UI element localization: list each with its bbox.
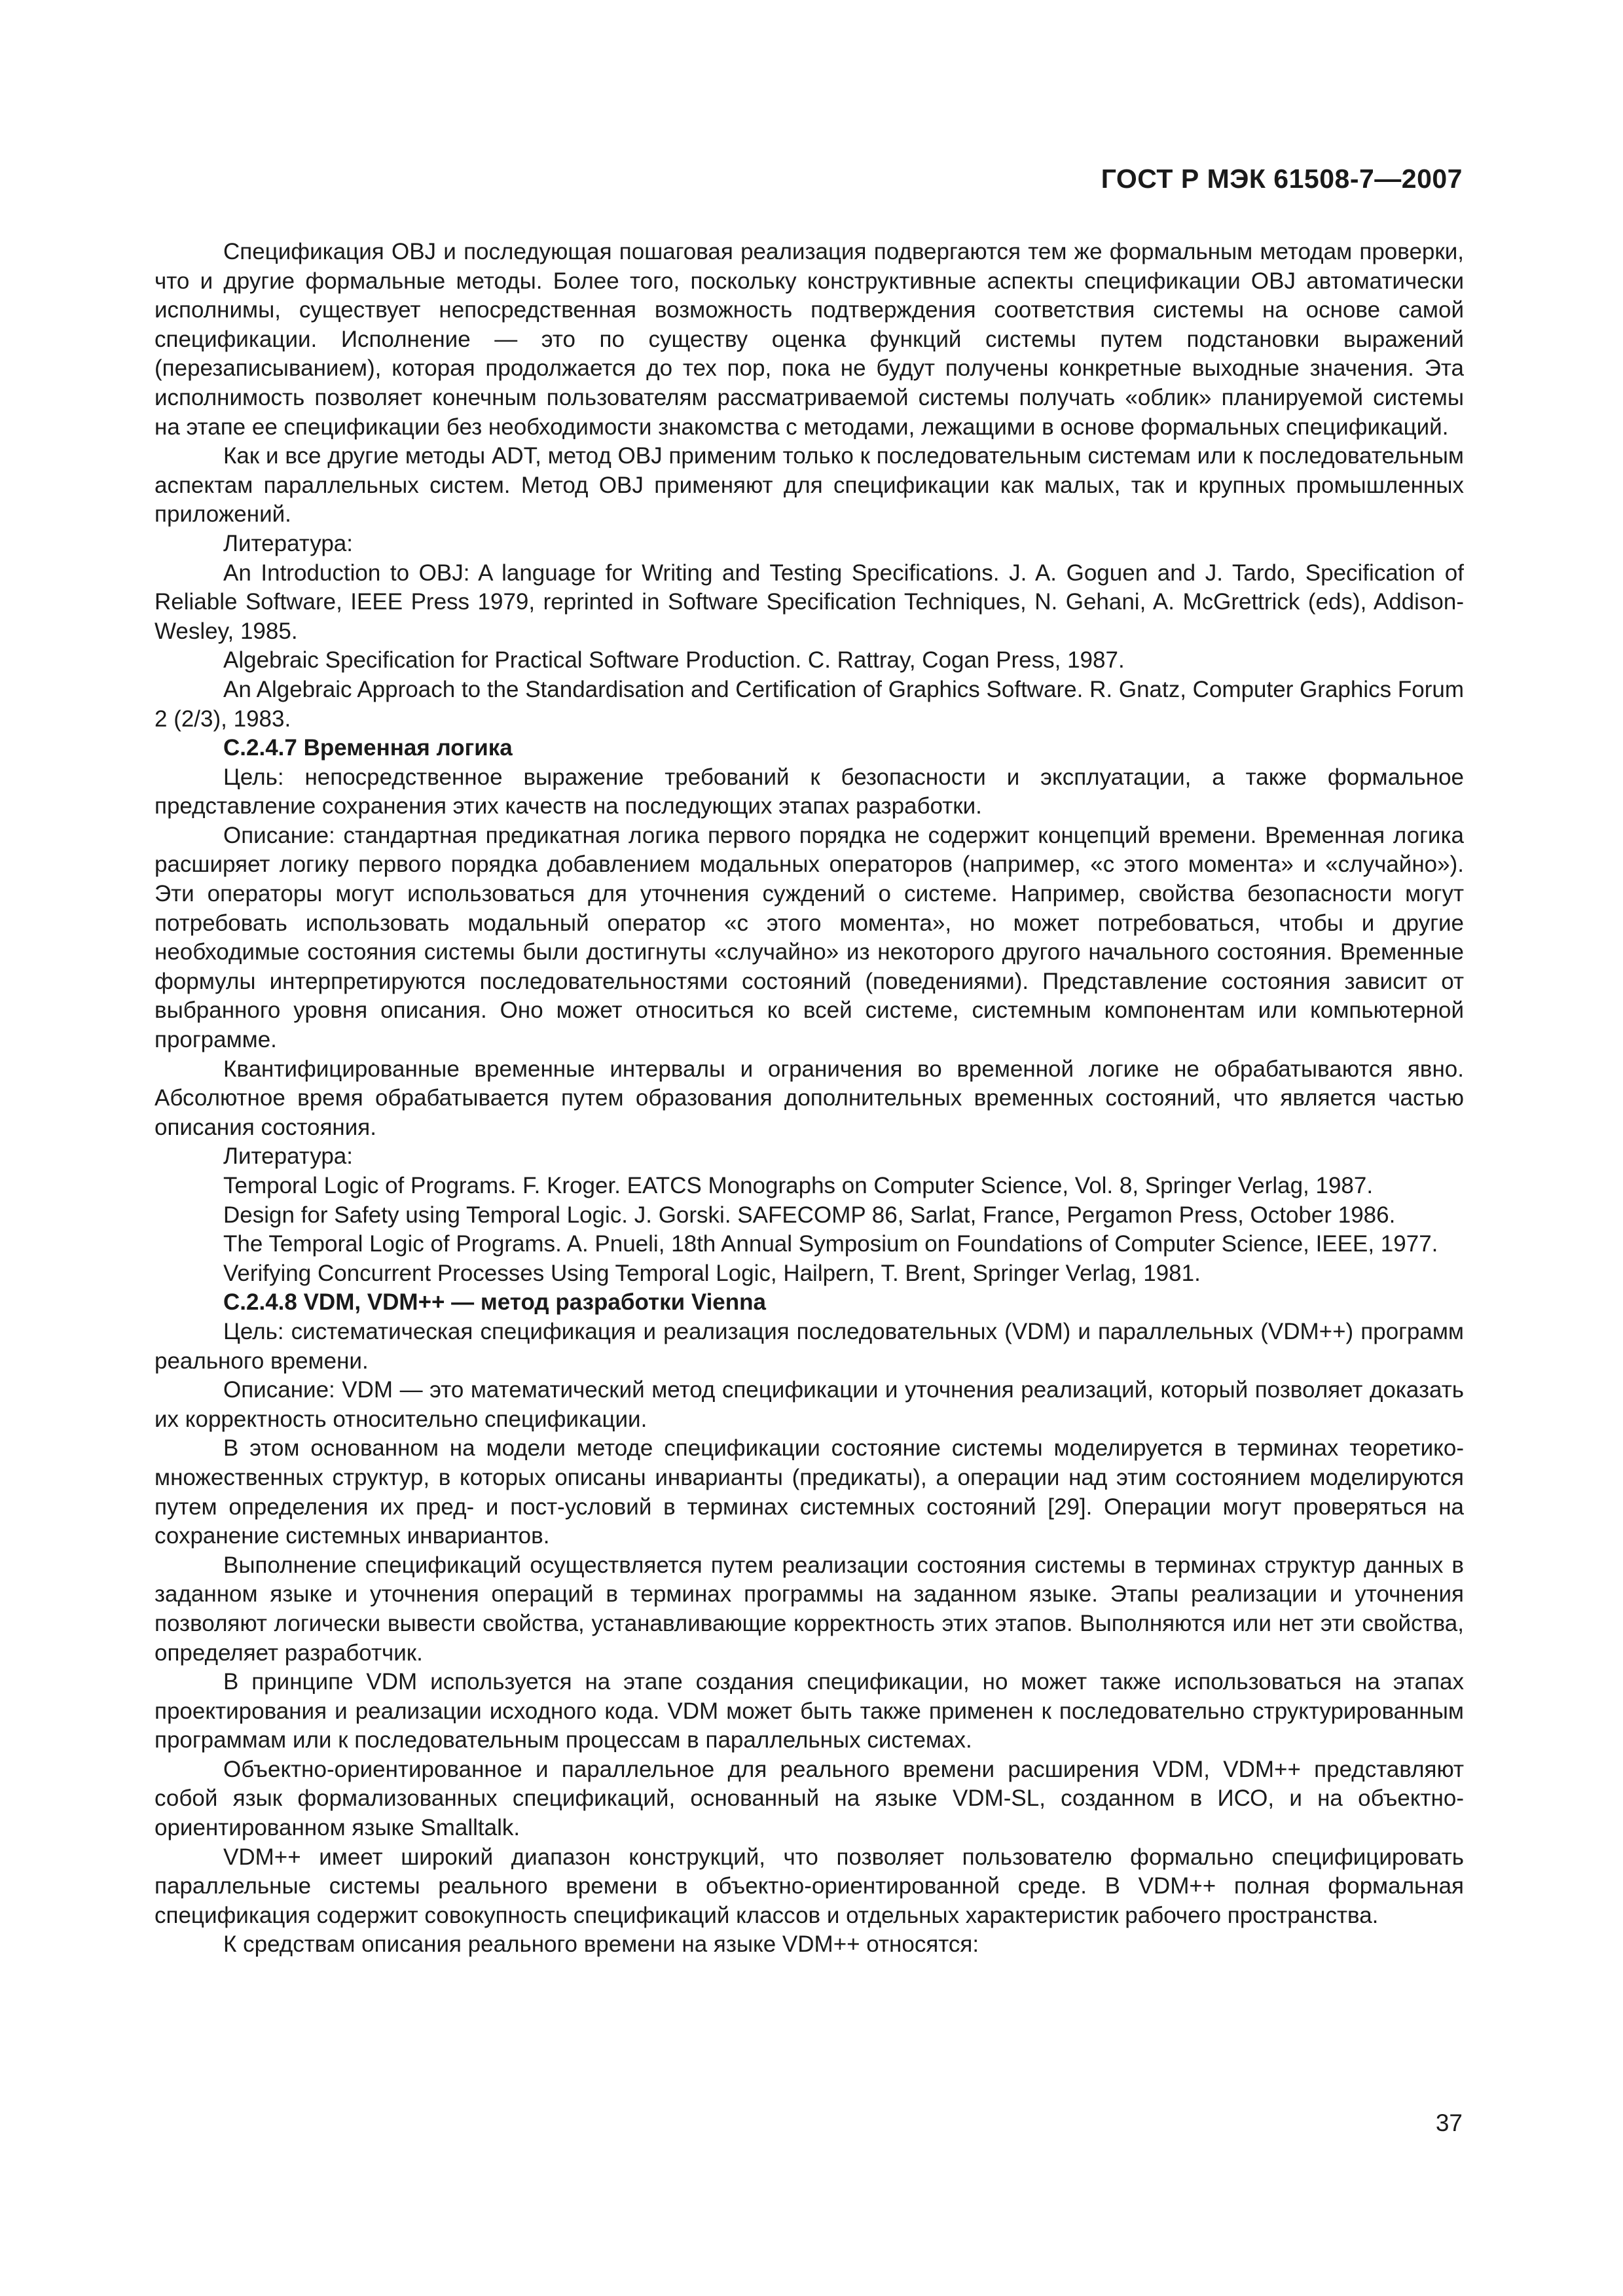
reference: An Algebraic Approach to the Standardisation and Certification of Graphics Software. R. Gnatz, Computer Graphics Forum 2 (2/3), 1983. <box>155 676 1464 732</box>
literature-label: Литература: <box>223 1143 353 1170</box>
reference: The Temporal Logic of Programs. A. Pnueli, 18th Annual Symposium on Foundations of Computer Science, IEEE, 1977. <box>223 1231 1438 1257</box>
paragraph: В принципе VDM используется на этапе создания спецификации, но может также использоваться на этапах проектирования и реализации исходного кода. VDM может быть также применен к последовательно структурированным программам или к последовательным процессам в параллельных системах. <box>155 1669 1464 1753</box>
paragraph: Цель: систематическая спецификация и реализация последовательных (VDM) и параллельных (VDM++) программ реального времени. <box>155 1318 1464 1374</box>
paragraph: Квантифицированные временные интервалы и ограничения во временной логике не обрабатываются явно. Абсолютное время обрабатывается путем образования дополнительных временных состояний, что является частью описания состояния. <box>155 1056 1464 1140</box>
literature-label: Литература: <box>223 530 353 556</box>
section-heading: С.2.4.8 VDM, VDM++ — метод разработки Vienna <box>223 1289 766 1316</box>
paragraph: Выполнение спецификаций осуществляется путем реализации состояния системы в терминах структур данных в заданном языке и уточнения операций в терминах программы на заданном языке. Этапы реализации и уточнения позволяют логически вывести свойства, устанавливающие корректность этих этапов. Выполняются или нет эти свойства, определяет разработчик. <box>155 1552 1464 1666</box>
section-heading: С.2.4.7 Временная логика <box>223 735 513 761</box>
paragraph: К средствам описания реального времени на языке VDM++ относятся: <box>223 1931 979 1958</box>
paragraph: Спецификация OBJ и последующая пошаговая реализация подвергаются тем же формальным методам проверки, что и другие формальные методы. Более того, поскольку конструктивные аспекты спецификации OBJ автоматически исполнимы, существует непосредственная возможность подтверждения соответствия системы на основе самой спецификации. Исполнение — это по существу оценка функций системы путем подстановки выражений (перезаписыванием), которая продолжается до тех пор, пока не будут получены конкретные выходные значения. Эта исполнимость позволяет конечным пользователям рассматриваемой системы получать «облик» планируемой системы на этапе ее спецификации без необходимости знакомства с методами, лежащими в основе формальных спецификаций. <box>155 239 1464 440</box>
paragraph: В этом основанном на модели методе спецификации состояние системы моделируется в терминах теоретико-множественных структур, в которых описаны инварианты (предикаты), а операции над этим состоянием моделируются путем определения их пред- и пост-условий в терминах системных состояний [29]. Операции могут проверяться на сохранение системных инвариантов. <box>155 1435 1464 1549</box>
document-header <box>1101 164 1463 194</box>
paragraph: Как и все другие методы ADT, метод OBJ применим только к последовательным системам или к последовательным аспектам параллельных систем. Метод OBJ применяют для спецификации как малых, так и крупных промышленных приложений. <box>155 443 1464 528</box>
reference: Design for Safety using Temporal Logic. J. Gorski. SAFECOMP 86, Sarlat, France, Pergamon Press, October 1986. <box>223 1202 1396 1228</box>
paragraph: VDM++ имеет широкий диапазон конструкций, что позволяет пользователю формально специфицировать параллельные системы реального времени в объектно-ориентированной среде. В VDM++ полная формальная спецификация содержит совокупность спецификаций классов и отдельных характеристик рабочего пространства. <box>155 1844 1464 1928</box>
document-body <box>155 238 1464 1960</box>
reference: Verifying Concurrent Processes Using Temporal Logic, Hailpern, T. Brent, Springer Verlag, 1981. <box>223 1260 1201 1286</box>
reference: Algebraic Specification for Practical Software Production. C. Rattray, Cogan Press, 1987. <box>223 647 1125 673</box>
reference: An Introduction to OBJ: A language for Writing and Testing Specifications. J. A. Goguen and J. Tardo, Specification of Reliable Software, IEEE Press 1979, reprinted in Software Specification Techniques, N. Gehani, A. McGrettrick (eds), Addison-Wesley, 1985. <box>155 560 1464 644</box>
paragraph: Описание: VDM — это математический метод спецификации и уточнения реализаций, который позволяет доказать их корректность относительно спецификации. <box>155 1377 1464 1432</box>
reference: Temporal Logic of Programs. F. Kroger. EATCS Monographs on Computer Science, Vol. 8, Springer Verlag, 1987. <box>223 1173 1374 1198</box>
paragraph: Цель: непосредственное выражение требований к безопасности и эксплуатации, а также формальное представление сохранения этих качеств на последующих этапах разработки. <box>155 764 1464 819</box>
standard-designation: ГОСТ Р МЭК 61508-7—2007 <box>1101 164 1463 194</box>
paragraph: Описание: стандартная предикатная логика первого порядка не содержит концепций времени. Временная логика расширяет логику первого порядка добавлением модальных операторов (например, «с этого момента» и «случайно»). Эти операторы могут использоваться для уточнения суждений о системе. Например, свойства безопасности могут потребовать использовать модальный оператор «с этого момента», но может потребоваться, чтобы и другие необходимые состояния системы были достигнуты «случайно» из некоторого другого начального состояния. Временные формулы интерпретируются последовательностями состояний (поведениями). Представление состояния зависит от выбранного уровня описания. Оно может относиться ко всей системе, системным компонентам или компьютерной программе. <box>155 822 1464 1053</box>
page-number: 37 <box>1435 2109 1463 2136</box>
paragraph: Объектно-ориентированное и параллельное для реального времени расширения VDM, VDM++ представляют собой язык формализованных спецификаций, основанный на языке VDM-SL, созданном в ИСО, и на объектно-ориентированном языке Smalltalk. <box>155 1756 1464 1841</box>
